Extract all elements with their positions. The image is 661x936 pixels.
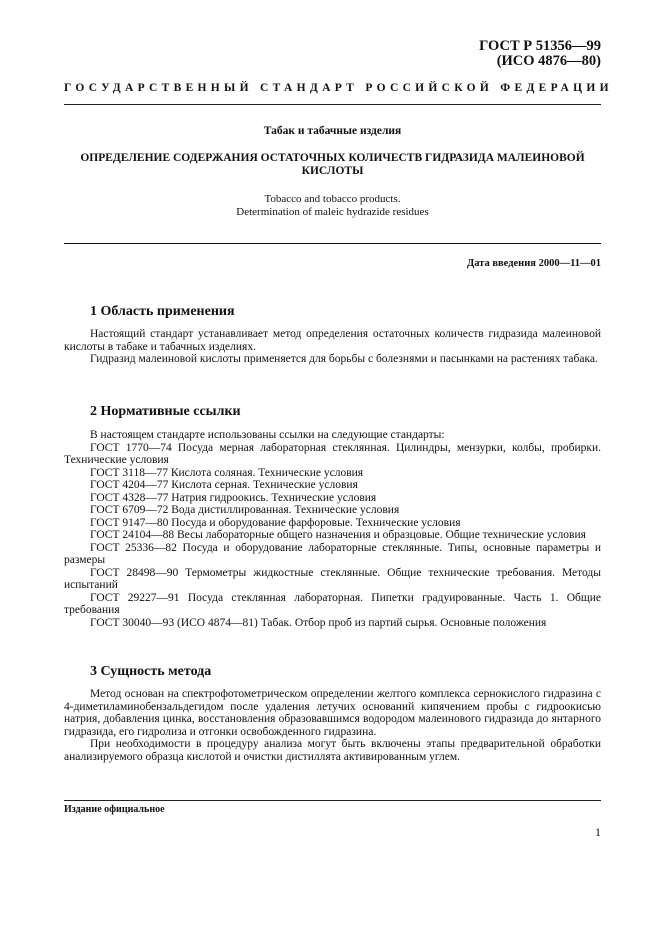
- section-3-heading: 3 Сущность метода: [90, 664, 212, 679]
- reference-item: ГОСТ 9147—80 Посуда и оборудование фарфоровые. Технические условия: [90, 516, 461, 529]
- section-1-paragraph: Настоящий стандарт устанавливает метод определения остаточных количеств гидразида малеиновой кислоты в табаке и табачных изделиях.: [64, 328, 601, 353]
- section-1-body: [64, 328, 601, 366]
- reference-item: ГОСТ 3118—77 Кислота соляная. Технические условия: [90, 466, 364, 479]
- document-subtitle: Табак и табачные изделия: [263, 125, 402, 137]
- title-divider: [64, 243, 601, 244]
- reference-item: ГОСТ 4328—77 Натрия гидроокись. Технические условия: [90, 491, 377, 504]
- section-3-paragraph: При необходимости в процедуру анализа могут быть включены этапы предварительной обработки анализируемого образца кислотой и очистки дистиллята активированным углем.: [64, 738, 601, 763]
- document-main-title: ОПРЕДЕЛЕНИЕ СОДЕРЖАНИЯ ОСТАТОЧНЫХ КОЛИЧЕСТВ ГИДРАЗИДА МАЛЕИНОВОЙ КИСЛОТЫ: [80, 152, 585, 177]
- section-3-paragraph: Метод основан на спектрофотометрическом определении желтого комплекса сернокислого гидразина с 4-диметиламинобензальдегидом после удаления летучих оснований кипячением пробы с гидроокисью натрия, добавления цинка, восстановления образовавшимся водородом малеинового гидразида до янтарного гидразида, его гидролиза и отгонки освобожденного гидразина.: [64, 688, 601, 738]
- english-title-line-1: Tobacco and tobacco products.: [264, 193, 401, 205]
- section-3-body: [64, 688, 601, 764]
- section-1-paragraph: Гидразид малеиновой кислоты применяется для борьбы с болезнями и пасынками на растениях табака.: [90, 353, 598, 366]
- reference-item: ГОСТ 25336—82 Посуда и оборудование лабораторные стеклянные. Типы, основные параметры и размеры: [64, 541, 601, 566]
- reference-item: ГОСТ 28498—90 Термометры жидкостные стеклянные. Общие технические требования. Методы испытаний: [64, 566, 601, 591]
- reference-item: ГОСТ 4204—77 Кислота серная. Технические условия: [90, 479, 358, 491]
- footer-divider: [64, 800, 601, 801]
- english-title: [64, 193, 601, 219]
- reference-item: ГОСТ 6709—72 Вода дистиллированная. Технические условия: [90, 504, 400, 516]
- document-code: [479, 39, 601, 69]
- section-1-heading: 1 Область применения: [90, 304, 235, 319]
- reference-item: ГОСТ 29227—91 Посуда стеклянная лабораторная. Пипетки градуированные. Часть 1. Общие требования: [64, 591, 601, 616]
- section-2-heading: 2 Нормативные ссылки: [90, 404, 241, 419]
- document-code-iso: (ИСО 4876—80): [496, 53, 601, 69]
- reference-item: ГОСТ 1770—74 Посуда мерная лабораторная стеклянная. Цилиндры, мензурки, колбы, пробирки. Технические условия: [64, 441, 601, 466]
- header-divider: [64, 104, 601, 105]
- references-list: [64, 429, 601, 629]
- edition-label: Издание официальное: [64, 804, 165, 815]
- references-intro: В настоящем стандарте использованы ссылки на следующие стандарты:: [90, 429, 445, 441]
- introduction-date: Дата введения 2000—11—01: [466, 258, 601, 269]
- english-title-line-2: Determination of maleic hydrazide residues: [236, 206, 429, 218]
- reference-item: ГОСТ 30040—93 (ИСО 4874—81) Табак. Отбор проб из партий сырья. Основные положения: [90, 616, 547, 629]
- standard-title: ГОСУДАРСТВЕННЫЙ СТАНДАРТ РОССИЙСКОЙ ФЕДЕРАЦИИ: [64, 82, 613, 94]
- document-code-gost: ГОСТ Р 51356—99: [479, 38, 601, 54]
- reference-item: ГОСТ 24104—88 Весы лабораторные общего назначения и образцовые. Общие технические условия: [90, 529, 586, 541]
- page-number: 1: [595, 825, 601, 839]
